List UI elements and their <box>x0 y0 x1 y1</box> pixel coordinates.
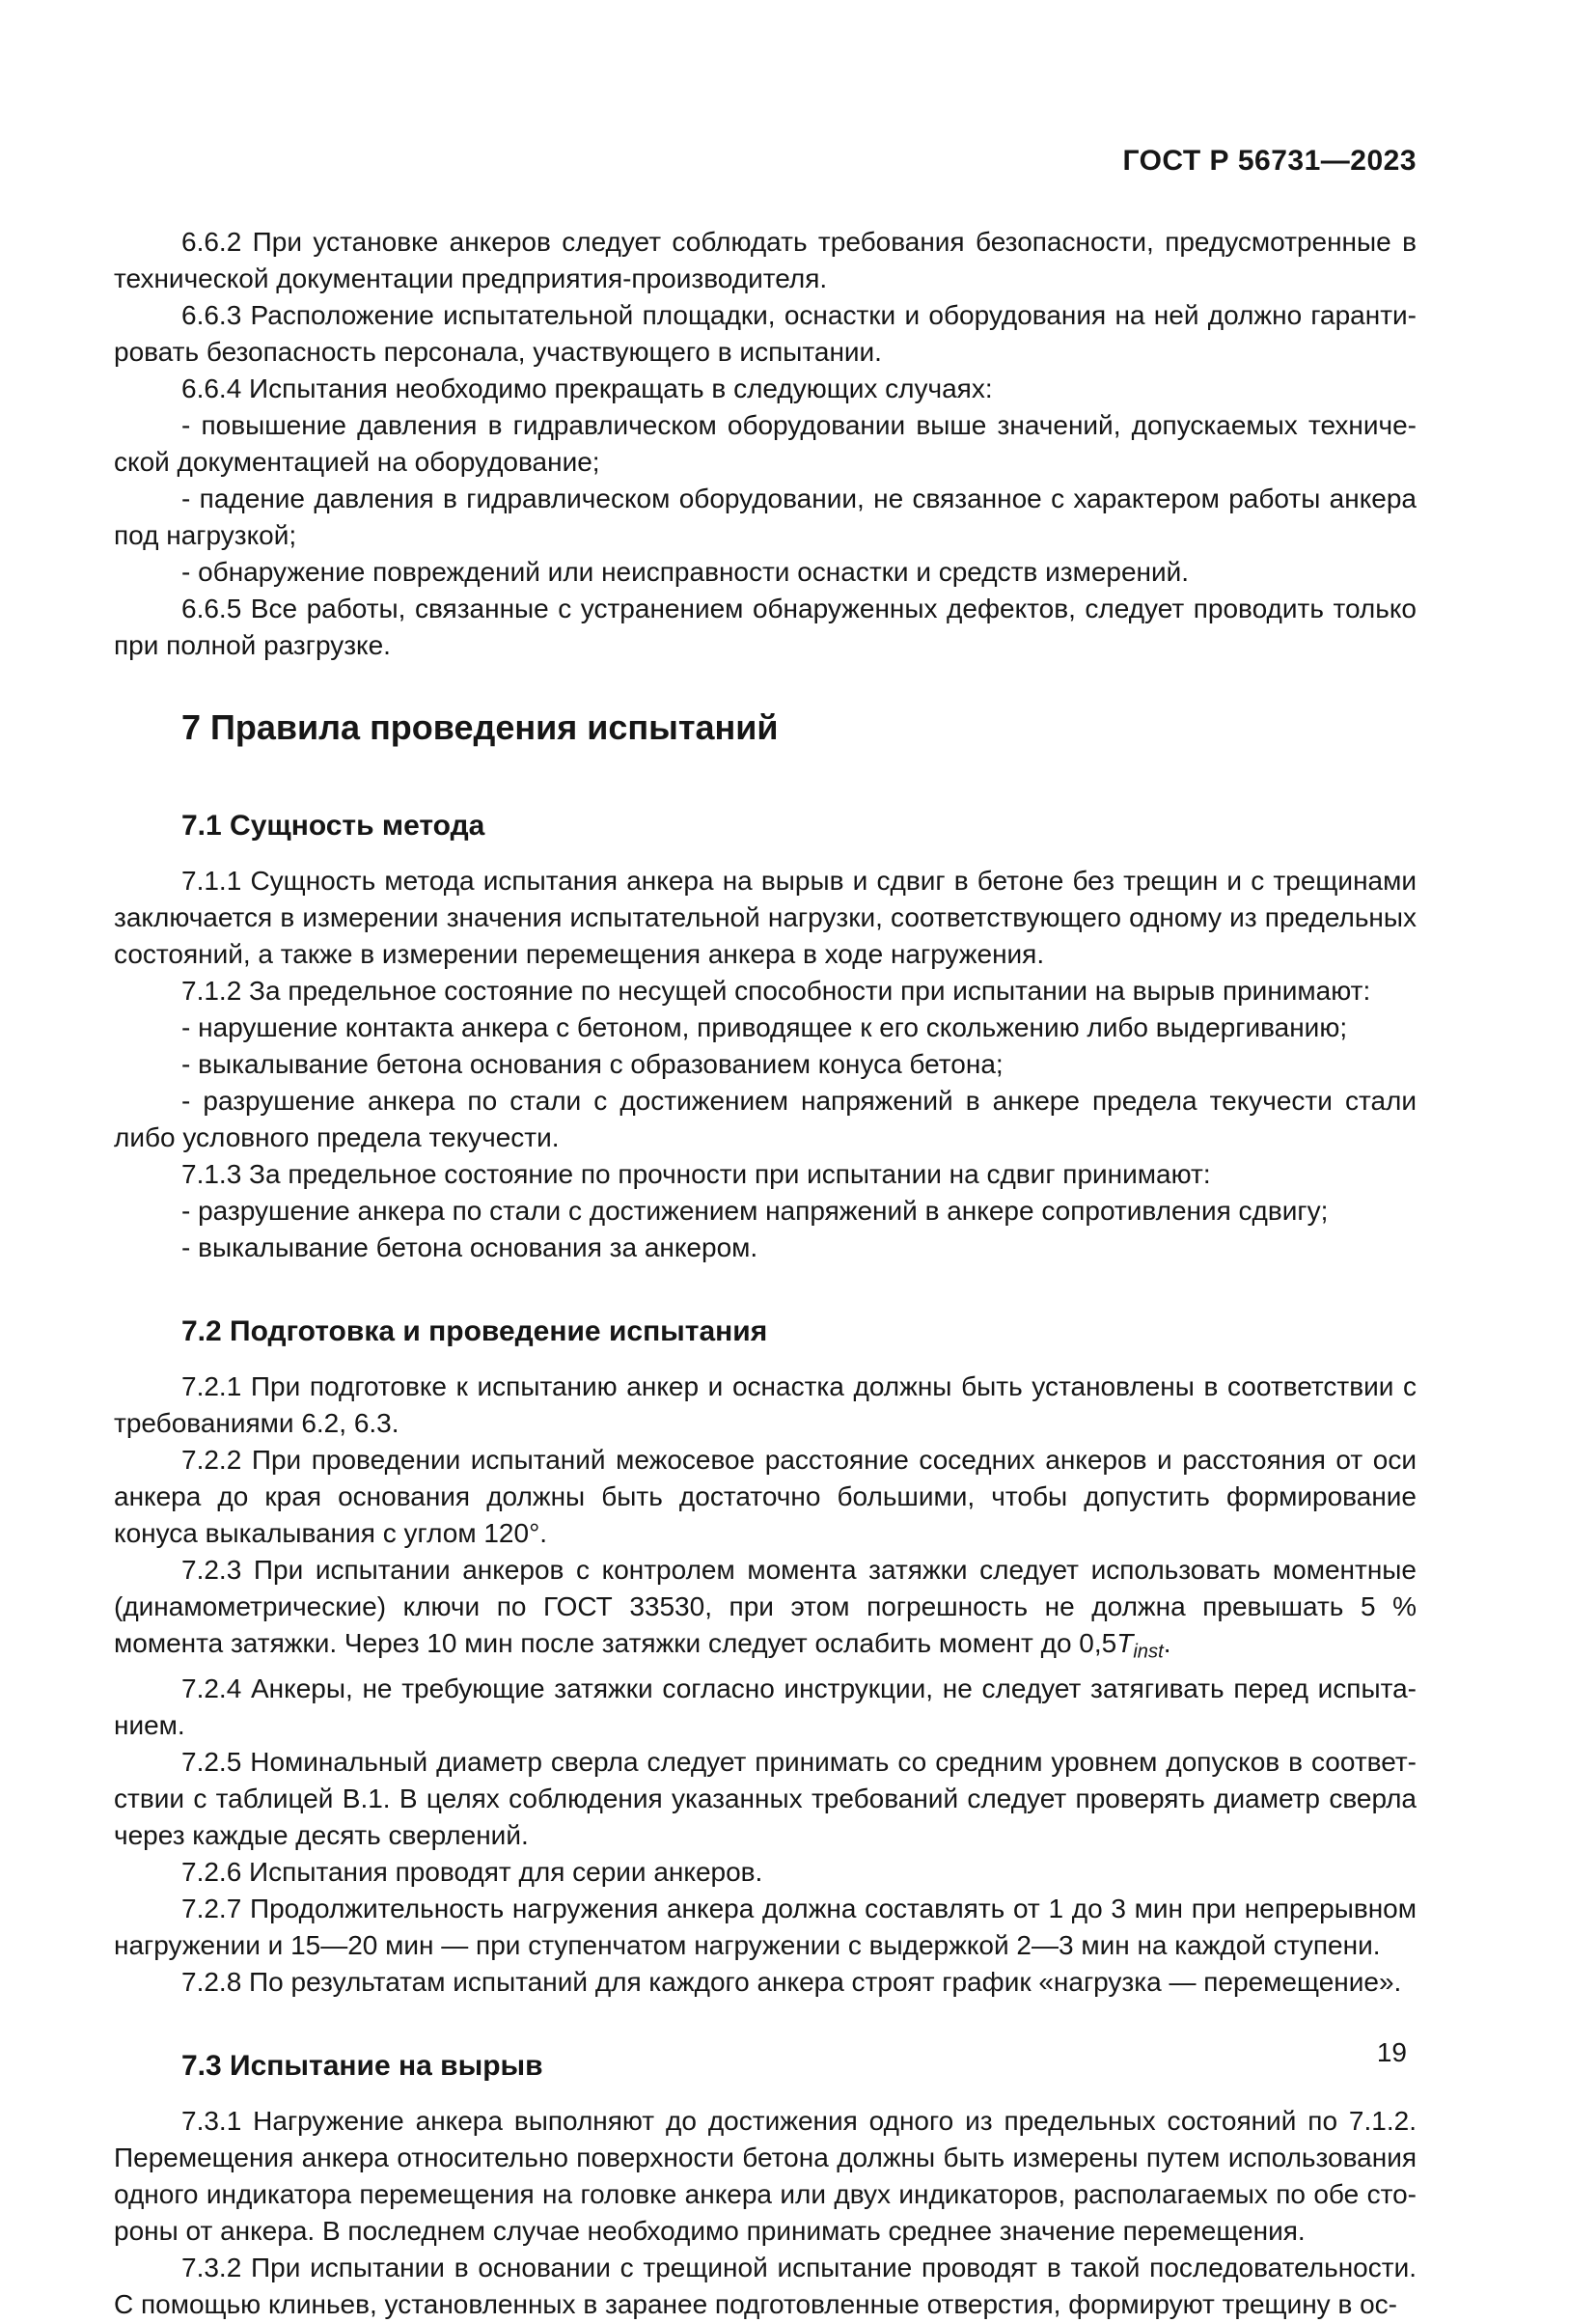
paragraph: 7.1.2 За предельное состояние по несущей способности при испытании на вырыв принимают: <box>181 976 1371 1006</box>
paragraph: 7.2.8 По результатам испытаний для каждого анкера строят график «нагрузка — перемещение». <box>181 1966 1402 1997</box>
paragraph: 7.2.5 Номинальный диаметр сверла следует принимать со средним уровнем допусков в соответствии с таблицей В.1. В целях соблюдения указанных требований следует проверять диаметр сверла через каждые десять сверлений. <box>114 1746 1417 1850</box>
paragraph: 7.1.1 Сущность метода испытания анкера на вырыв и сдвиг в бетоне без трещин и с трещинами заключается в измерении значения испытательной нагрузки, соответствующего одному из предельных состояний, а также в измерении перемещения анкера в ходе нагружения. <box>114 866 1417 969</box>
document-body <box>114 224 1417 2323</box>
formula-run-italic: T <box>1116 1628 1134 1658</box>
paragraph: 6.6.3 Расположение испытательной площадки, оснастки и оборудования на ней должно гарантировать безопасность персонала, участвующего в испытании. <box>114 300 1417 367</box>
paragraph: 7.3.1 Нагружение анкера выполняют до достижения одного из предельных состояний по 7.1.2. Перемещения анкера относительно поверхности бетона должны быть измерены путем использования одного индикатора перемещения на головке анкера или двух индикаторов, располагаемых по обе стороны от анкера. В последнем случае необходимо принимать среднее значение перемещения. <box>114 2105 1417 2246</box>
paragraph: 7.1.3 За предельное состояние по прочности при испытании на сдвиг принимают: <box>181 1159 1211 1189</box>
section-heading: 7 Правила проведения испытаний <box>181 707 779 747</box>
list-item: - падение давления в гидравлическом оборудовании, не связанное с характером работы анкера под нагрузкой; <box>114 484 1417 550</box>
paragraph: 7.3.2 При испытании в основании с трещиной испытание проводят в такой последовательности. С помощью клиньев, установленных в заранее подготовленные отверстия, формируют трещину в ос- <box>114 2252 1417 2319</box>
list-item: - обнаружение повреждений или неисправности оснастки и средств измерений. <box>181 557 1190 587</box>
paragraph: 7.2.2 При проведении испытаний межосевое расстояние соседних анкеров и расстояния от оси анкера до края основания должны быть достаточно большими, чтобы допустить формирование конуса выкалывания с углом 120°. <box>114 1445 1417 1548</box>
paragraph: 7.2.6 Испытания проводят для серии анкеров. <box>181 1856 763 1887</box>
subsection-heading: 7.3 Испытание на вырыв <box>181 2049 543 2082</box>
text-run: . <box>1163 1628 1171 1658</box>
paragraph <box>114 1552 1417 1671</box>
paragraph: 6.6.4 Испытания необходимо прекращать в следующих случаях: <box>181 373 993 403</box>
list-item: - выкалывание бетона основания за анкером. <box>181 1232 758 1262</box>
subsection-heading: 7.1 Сущность метода <box>181 810 485 842</box>
paragraph: 6.6.2 При установке анкеров следует соблюдать требования безопасности, предусмотренные в технической документации предприятия-производителя. <box>114 227 1417 293</box>
list-item: - разрушение анкера по стали с достижением напряжений в анкере сопротивления сдвигу; <box>181 1196 1329 1226</box>
list-item: - выкалывание бетона основания с образованием конуса бетона; <box>181 1049 1004 1079</box>
list-item: - повышение давления в гидравлическом оборудовании выше значений, допускаемых технической документацией на оборудование; <box>114 410 1417 477</box>
list-item: - разрушение анкера по стали с достижением напряжений в анкере предела текучести стали либо условного предела текучести. <box>114 1086 1417 1152</box>
list-item: - нарушение контакта анкера с бетоном, приводящее к его скольжению либо выдергиванию; <box>181 1012 1348 1042</box>
paragraph: 7.2.4 Анкеры, не требующие затяжки согласно инструкции, не следует затягивать перед испытанием. <box>114 1673 1417 1740</box>
paragraph: 7.2.7 Продолжительность нагружения анкера должна составлять от 1 до 3 мин при непрерывном нагружении и 15—20 мин — при ступенчатом нагружении с выдержкой 2—3 мин на каждой ступени. <box>114 1893 1417 1960</box>
text-run: 7.2.3 При испытании анкеров с контролем момента затяжки следует использовать моментные (динамометрические) ключи по ГОСТ 33530, при этом погрешность не должна превышать 5 % момента затяжки. Через 10 мин после затяжки следует ослабить момент до 0,5 <box>114 1555 1417 1658</box>
subsection-heading: 7.2 Подготовка и проведение испытания <box>181 1315 768 1347</box>
paragraph: 6.6.5 Все работы, связанные с устранением обнаруженных дефектов, следует проводить только при полной разгрузке. <box>114 594 1417 660</box>
document-header-standard-number: ГОСТ Р 56731—2023 <box>1122 145 1417 177</box>
paragraph: 7.2.1 При подготовке к испытанию анкер и оснастка должны быть установлены в соответствии с требованиями 6.2, 6.3. <box>114 1371 1417 1438</box>
page-number: 19 <box>1376 2037 1407 2067</box>
formula-run-sub-italic: inst <box>1133 1641 1164 1663</box>
